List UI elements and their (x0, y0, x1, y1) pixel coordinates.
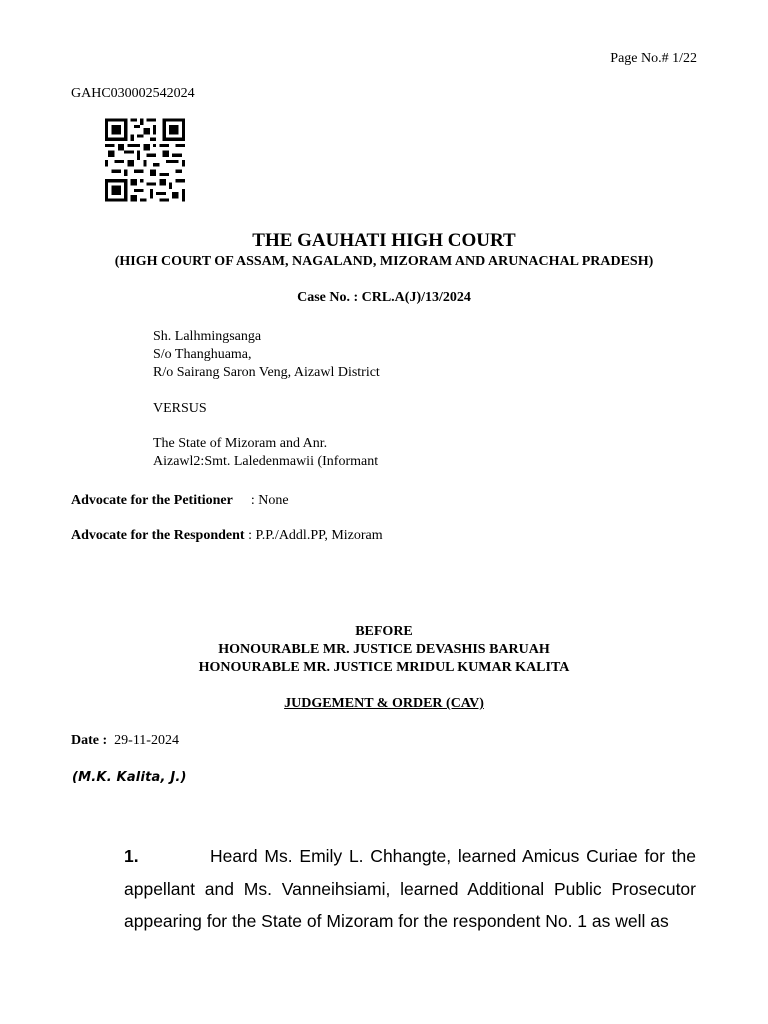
qr-code-icon (105, 118, 185, 202)
paragraph-1 (124, 840, 696, 938)
paragraph-text: Heard Ms. Emily L. Chhangte, learned Amicus Curiae for the appellant and Ms. Vanneihsiami, learned Additional Public Prosecutor appearing for the State of Mizoram for the respondent No. 1 as well as (124, 846, 696, 931)
case-number: Case No. : CRL.A(J)/13/2024 (297, 290, 471, 305)
judgement-date (71, 733, 179, 749)
date-value: 29-11-2024 (114, 733, 179, 748)
page-number: Page No.# 1/22 (610, 51, 697, 66)
advocate-respondent (71, 528, 383, 544)
respondent-block (153, 435, 378, 471)
petitioner-name: Sh. Lalhmingsanga (153, 329, 262, 344)
judgement-heading-text: JUDGEMENT & ORDER (CAV) (284, 696, 484, 711)
judgement-heading (0, 696, 768, 712)
advocate-petitioner-label: Advocate for the Petitioner (71, 493, 233, 508)
advocate-petitioner-value: : None (250, 493, 289, 508)
bench-before: BEFORE (355, 624, 413, 639)
bench-judge-2: HONOURABLE MR. JUSTICE MRIDUL KUMAR KALITA (198, 660, 570, 675)
respondent-name: The State of Mizoram and Anr. (153, 436, 328, 451)
petitioner-parent: S/o Thanghuama, (153, 347, 252, 362)
advocate-petitioner (71, 493, 289, 509)
advocate-respondent-label: Advocate for the Respondent (71, 528, 245, 543)
petitioner-block (153, 328, 380, 382)
bench-judge-1: HONOURABLE MR. JUSTICE DEVASHIS BARUAH (218, 642, 550, 657)
court-title: THE GAUHATI HIGH COURT (252, 230, 516, 251)
advocate-respondent-value: : P.P./Addl.PP, Mizoram (248, 528, 383, 543)
judge-signature: (M.K. Kalita, J.) (72, 770, 187, 785)
respondent-informant: Aizawl2:Smt. Laledenmawii (Informant (153, 454, 379, 469)
paragraph-number: 1. (124, 846, 139, 866)
court-subtitle: (HIGH COURT OF ASSAM, NAGALAND, MIZORAM AND ARUNACHAL PRADESH) (114, 254, 654, 269)
date-label: Date : (71, 733, 108, 748)
petitioner-address: R/o Sairang Saron Veng, Aizawl District (153, 365, 380, 380)
versus-label: VERSUS (153, 401, 207, 416)
case-code: GAHC030002542024 (71, 86, 195, 101)
